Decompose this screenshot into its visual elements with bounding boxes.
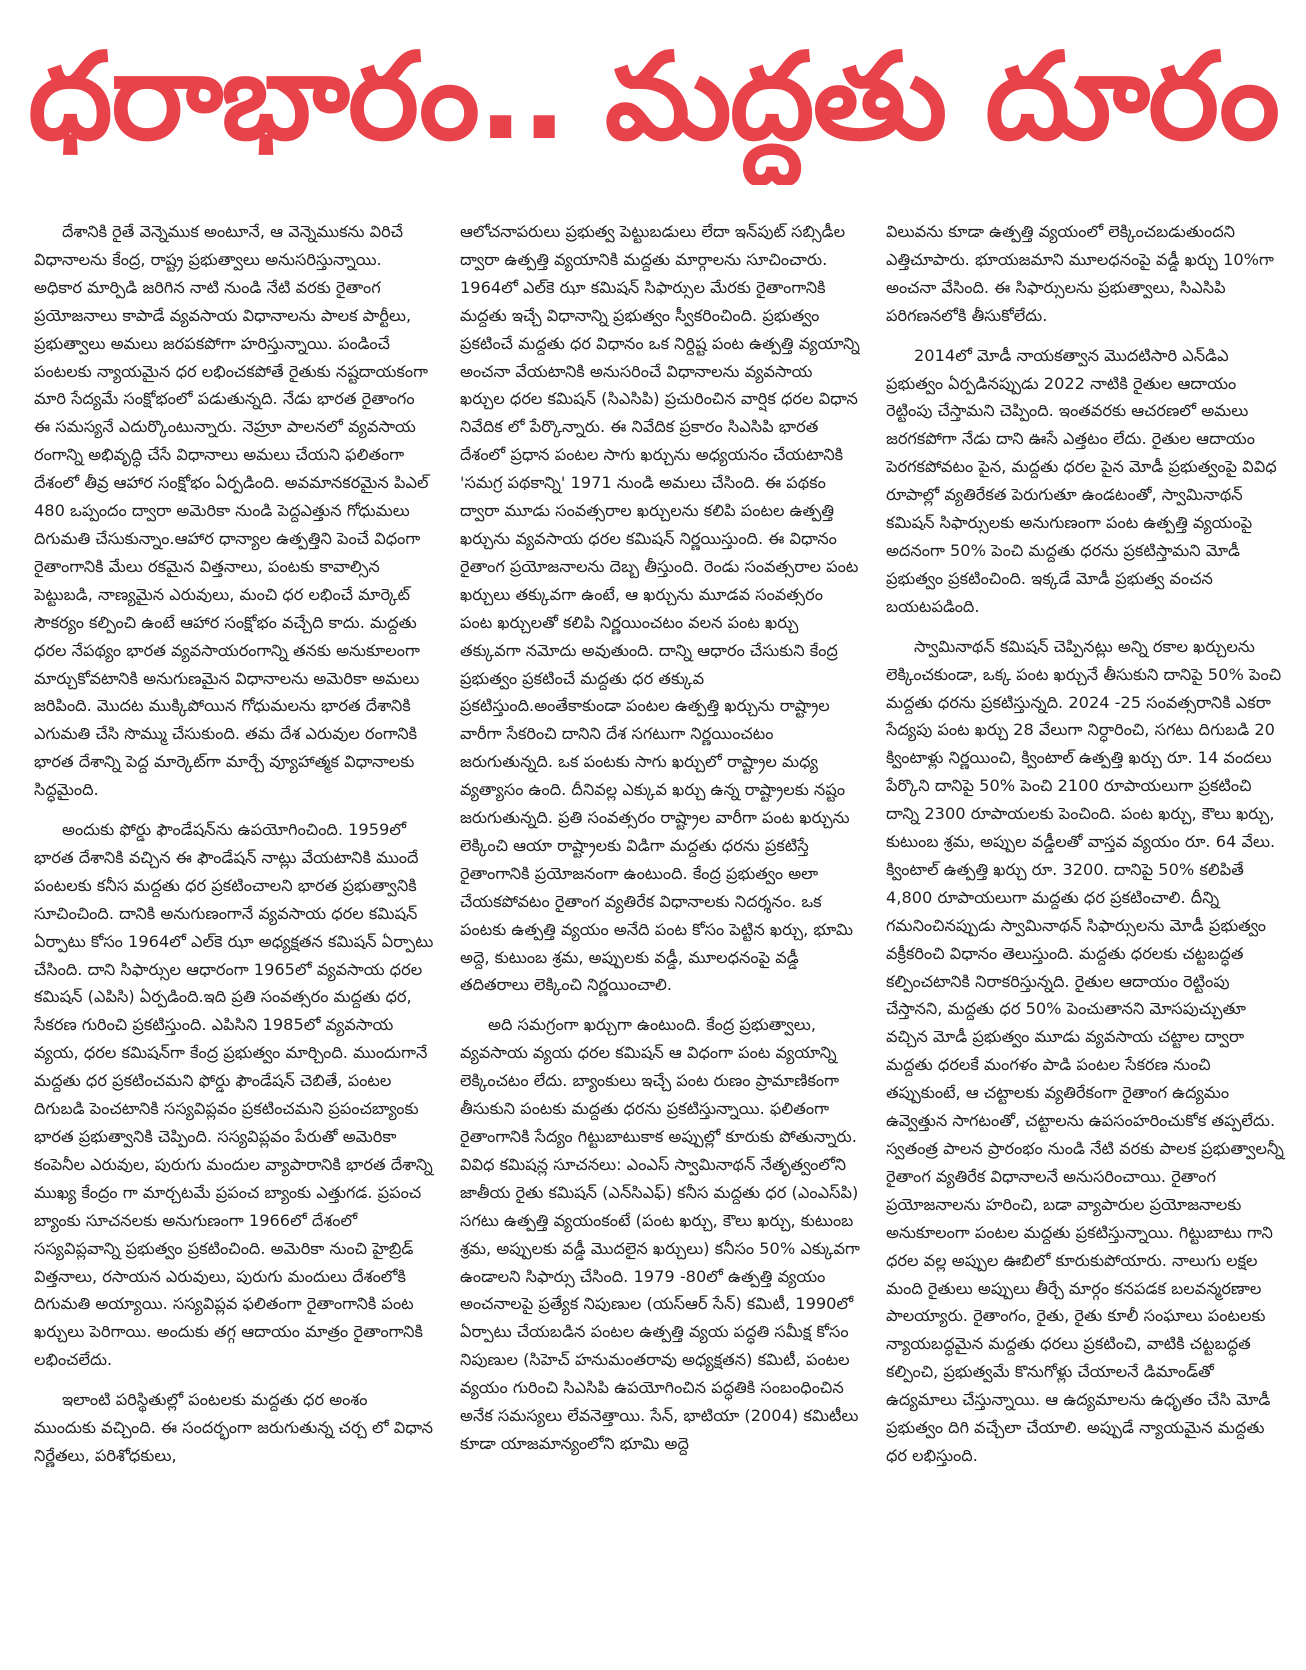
paragraph: అందుకు ఫోర్డు ఫౌండేషన్‌ను ఉపయోగించింది. 1959లో భారత దేశానికి వచ్చిన ఈ ఫౌండేషన్ నాట్లు వేయటానికి ముందే పంటలకు కనీస మద్దతు ధర ప్రకటించాలని భారత ప్రభుత్వానికి సూచించింది. దానికి అనుగుణంగానే వ్యవసాయ ధరల కమిషన్ ఏర్పాటు కోసం 1964లో ఎల్‌కె ఝా అధ్యక్షతన కమిషన్ ఏర్పాటు చేసింది. దాని సిఫార్సుల ఆధారంగా 1965లో వ్యవసాయ ధరల కమిషన్ (ఎపిసి) ఏర్పడింది.ఇది ప్రతి సంవత్సరం మద్దతు ధర, సేకరణ గురించి ప్రకటిస్తుంది. ఎపిసిని 1985లో వ్యవసాయ వ్యయ, ధరల కమిషన్‌గా కేంద్ర ప్రభుత్వం మార్చింది. ముందుగానే మద్దతు ధర ప్రకటించమని ఫోర్డు ఫౌండేషన్ చెబితే, పంటల దిగుబడి పెంచటానికి సస్యవిప్లవం ప్రకటించమని ప్రపంచబ్యాంకు భారత ప్రభుత్వానికి చెప్పింది. సస్యవిప్లవం పేరుతో అమెరికా కంపెనీల ఎరువుల, పురుగు మందుల వ్యాపారానికి భారత దేశాన్ని ముఖ్య కేంద్రం గా మార్చటమే ప్రపంచ బ్యాంకు ఎత్తుగడ. ప్రపంచ బ్యాంకు సూచనలకు అనుగుణంగా 1966లో దేశంలో సస్యవిప్లవాన్ని ప్రభుత్వం ప్రకటించింది. అమెరికా నుంచి హైబ్రిడ్ విత్తనాలు, రసాయన ఎరువులు, పురుగు మందులు దేశంలోకి దిగుమతి అయ్యాయి. సస్యవిప్లవ ఫలితంగా రైతాంగానికి పంట ఖర్చులు పెరిగాయి. అందుకు తగ్గ ఆదాయం మాత్రం రైతాంగానికి లభించలేదు. (34, 820, 434, 1370)
column-3 (886, 218, 1286, 1664)
paragraph: విలువను కూడా ఉత్పత్తి వ్యయంలో లెక్కించబడుతుందని ఎత్తిచూపారు. భూయజమాని మూలధనంపై వడ్డీ ఖర్చు 10%గా అంచనా వేసింది. ఈ సిఫార్సులను ప్రభుత్వాలు, సిఎసిపి పరిగణనలోకి తీసుకోలేదు. (886, 222, 1274, 325)
paragraph: 2014లో మోడీ నాయకత్వాన మొదటిసారి ఎన్‌డిఎ ప్రభుత్వం ఏర్పడినప్పుడు 2022 నాటికి రైతుల ఆదాయం రెట్టింపు చేస్తామని చెప్పింది. ఇంతవరకు ఆచరణలో అమలు జరగకపోగా నేడు దాని ఊసే ఎత్తటం లేదు. రైతుల ఆదాయం పెరగకపోవటం పైన, మద్దతు ధరల పైన మోడీ ప్రభుత్వంపై వివిధ రూపాల్లో వ్యతిరేకత పెరుగుతూ ఉండటంతో, స్వామినాథన్ కమిషన్ సిఫార్సులకు అనుగుణంగా పంట ఉత్పత్తి వ్యయంపై అదనంగా 50% పెంచి మద్దతు ధరను ప్రకటిస్తామని మోడీ ప్రభుత్వం ప్రకటించింది. ఇక్కడే మోడీ ప్రభుత్వ వంచన బయటపడింది. (886, 345, 1277, 616)
paragraph: దేశానికి రైతే వెన్నెముక అంటూనే, ఆ వెన్నెముకను విరిచే విధానాలను కేంద్ర, రాష్ట్ర ప్రభుత్వాలు అనుసరిస్తున్నాయి. అధికార మార్పిడి జరిగిన నాటి నుండి నేటి వరకు రైతాంగ ప్రయోజనాలు కాపాడే వ్యవసాయ విధానాలను పాలక పార్టీలు, ప్రభుత్వాలు అమలు జరపకపోగా హరిస్తున్నాయి. పండించే పంటలకు న్యాయమైన ధర లభించకపోతే రైతుకు నష్టదాయకంగా మారి సేద్యమే సంక్షోభంలో పడుతున్నది. నేడు భారత రైతాంగం ఈ సమస్యనే ఎదుర్కొంటున్నారు. నెహ్రూ పాలనలో వ్యవసాయ రంగాన్ని అభివృద్ధి చేసే విధానాలు అమలు చేయని ఫలితంగా దేశంలో తీవ్ర ఆహార సంక్షోభం ఏర్పడింది. అవమానకరమైన పిఎల్ 480 ఒప్పందం ద్వారా అమెరికా నుండి పెద్దఎత్తున గోధుమలు దిగుమతి చేసుకున్నాం.ఆహార ధాన్యాల ఉత్పత్తిని పెంచే విధంగా రైతాంగానికి మేలు రకమైన విత్తనాలు, పంటకు కావాల్సిన పెట్టుబడి, నాణ్యమైన ఎరువులు, మంచి ధర లభించే మార్కెట్ సౌకర్యం కల్పించి ఉంటే ఆహార సంక్షోభం వచ్చేది కాదు. మద్దతు ధరల నేపథ్యం భారత వ్యవసాయరంగాన్ని తనకు అనుకూలంగా మార్చుకోవటానికి అనుగుణమైన విధానాలను అమెరికా అమలు జరిపింది. మొదట ముక్కిపోయిన గోధుమలను భారత దేశానికి ఎగుమతి చేసి సొమ్ము చేసుకుంది. తమ దేశ ఎరువుల రంగానికి భారత దేశాన్ని పెద్ద మార్కెట్‌గా మార్చే వ్యూహాత్మక విధానాలకు సిద్ధమైంది. (34, 222, 429, 800)
paragraph: అది సమగ్రంగా ఖర్చుగా ఉంటుంది. కేంద్ర ప్రభుత్వాలు, వ్యవసాయ వ్యయ ధరల కమిషన్ ఆ విధంగా పంట వ్యయాన్ని లెక్కించటం లేదు. బ్యాంకులు ఇచ్చే పంట రుణం ప్రామాణికంగా తీసుకుని పంటకు మద్దతు ధరను ప్రకటిస్తున్నాయి. ఫలితంగా రైతాంగానికి సేద్యం గిట్టుబాటుకాక అప్పుల్లో కూరుకు పోతున్నారు. వివిధ కమిషన్ల సూచనలు: ఎంఎస్ స్వామినాథన్ నేతృత్వంలోని జాతీయ రైతు కమిషన్ (ఎన్‌సిఎఫ్) కనీస మద్దతు ధర (ఎంఎస్‌పి) సగటు ఉత్పత్తి వ్యయంకంటే (పంట ఖర్చు, కౌలు ఖర్చు, కుటుంబ శ్రమ, అప్పులకు వడ్డీ మొదలైన ఖర్చులు) కనీసం 50% ఎక్కువగా ఉండాలని సిఫార్సు చేసింది. 1979 -80లో ఉత్పత్తి వ్యయం అంచనాలపై ప్రత్యేక నిపుణుల (యస్‌ఆర్ సేన్) కమిటీ, 1990లో ఏర్పాటు చేయబడిన పంటల ఉత్పత్తి వ్యయ పద్ధతి సమీక్ష కోసం నిపుణుల (సిహెచ్ హనుమంతరావు అధ్యక్షతన) కమిటీ, పంటల వ్యయం గురించి సిఎసిపి ఉపయోగించిన పద్ధతికి సంబంధించిన అనేక సమస్యలు లేవనెత్తాయి. సేన్, భాటియా (2004) కమిటీలు కూడా యాజమాన్యంలోని భూమి అద్దె (460, 1015, 860, 1453)
article-body (34, 218, 1286, 1664)
column-2 (460, 218, 860, 1664)
column-1 (34, 218, 434, 1664)
headline: ధరాభారం.. మద్దతు దూరం (28, 28, 1278, 167)
paragraph: ఇలాంటి పరిస్థితుల్లో పంటలకు మద్దతు ధర అంశం ముందుకు వచ్చింది. ఈ సందర్భంగా జరుగుతున్న చర్చ లో విధాన నిర్ణేతలు, పరిశోధకులు, (34, 1390, 433, 1465)
paragraph: స్వామినాథన్ కమిషన్ చెప్పినట్లు అన్ని రకాల ఖర్చులను లెక్కించకుండా, ఒక్క పంట ఖర్చునే తీసుకుని దానిపై 50% పెంచి మద్దతు ధరను ప్రకటిస్తున్నది. 2024 -25 సంవత్సరానికి ఎకరా సేద్యపు పంట ఖర్చు 28 వేలుగా నిర్ధారించి, సగటు దిగుబడి 20 క్వింటాళ్లు నిర్ణయించి, క్వింటాల్ ఉత్పత్తి ఖర్చు రూ. 14 వందలు పేర్కొని దానిపై 50% పెంచి 2100 రూపాయలుగా ప్రకటించి దాన్ని 2300 రూపాయలకు పెంచింది. పంట ఖర్చు, కౌలు ఖర్చు, కుటుంబ శ్రమ, అప్పుల వడ్డీలతో వాస్తవ వ్యయం రూ. 64 వేలు. క్వింటాల్ ఉత్పత్తి ఖర్చు రూ. 3200. దానిపై 50% కలిపితే 4,800 రూపాయలుగా మద్దతు ధర ప్రకటించాలి. దీన్ని గమనించినప్పుడు స్వామినాథన్ సిఫార్సులను మోడీ ప్రభుత్వం వక్రీకరించి విధానం తెలుస్తుంది. మద్దతు ధరలకు చట్టబద్ధత కల్పించటానికి నిరాకరిస్తున్నది. రైతుల ఆదాయం రెట్టింపు చేస్తానని, మద్దతు ధర 50% పెంచుతానని మోసపుచ్చుతూ వచ్చిన మోడీ ప్రభుత్వం మూడు వ్యవసాయ చట్టాల ద్వారా మద్దతు ధరలకే మంగళం పాడి పంటల సేకరణ నుంచి తప్పుకుంటే, ఆ చట్టాలకు వ్యతిరేకంగా రైతాంగ ఉద్యమం ఉవ్వెత్తున సాగటంతో, చట్టాలను ఉపసంహరించుకోక తప్పలేదు. స్వతంత్ర పాలన ప్రారంభం నుండి నేటి వరకు పాలక ప్రభుత్వాలన్నీ రైతాంగ వ్యతిరేక విధానాలనే అనుసరించాయి. రైతాంగ ప్రయోజనాలను హరించి, బడా వ్యాపారుల ప్రయోజనాలకు అనుకూలంగా పంటల మద్దతు ప్రకటిస్తున్నాయి. గిట్టుబాటు గాని ధరల వల్ల అప్పుల ఊబిలో కూరుకుపోయారు. నాలుగు లక్షల మంది రైతులు అప్పులు తీర్చే మార్గం కనపడక బలవన్మరణాల పాలయ్యారు. రైతాంగం, రైతు, రైతు కూలీ సంఘాలు పంటలకు న్యాయబద్ధమైన మద్దతు ధరలు ప్రకటించి, వాటికి చట్టబద్ధత కల్పించి, ప్రభుత్వమే కొనుగోళ్లు చేయాలనే డిమాండ్‌తో ఉద్యమాలు చేస్తున్నాయి. ఆ ఉద్యమాలను ఉధృతం చేసి మోడీ ప్రభుత్వం దిగి వచ్చేలా చేయాలి. అప్పుడే న్యాయమైన మద్దతు ధర లభిస్తుంది. (886, 636, 1284, 1465)
paragraph: ఆలోచనాపరులు ప్రభుత్వ పెట్టుబడులు లేదా ఇన్‌పుట్ సబ్సిడీల ద్వారా ఉత్పత్తి వ్యయానికి మద్దతు మార్గాలను సూచించారు. 1964లో ఎల్‌కె ఝా కమిషన్ సిఫార్సుల మేరకు రైతాంగానికి మద్దతు ఇచ్చే విధానాన్ని ప్రభుత్వం స్వీకరించింది. ప్రభుత్వం ప్రకటించే మద్దతు ధర విధానం ఒక నిర్దిష్ట పంట ఉత్పత్తి వ్యయాన్ని అంచనా వేయటానికి అనుసరించే విధానాలను వ్యవసాయ ఖర్చుల ధరల కమిషన్ (సిఎసిపి) ప్రచురించిన వార్షిక ధరల విధాన నివేదిక లో పేర్కొన్నారు. ఈ నివేదిక ప్రకారం సిఎసిపి భారత దేశంలో ప్రధాన పంటల సాగు ఖర్చును అధ్యయనం చేయటానికి 'సమగ్ర పథకాన్ని' 1971 నుండి అమలు చేసింది. ఈ పథకం ద్వారా మూడు సంవత్సరాల ఖర్చులను కలిపి పంటల ఉత్పత్తి ఖర్చును వ్యవసాయ ధరల కమిషన్ నిర్ణయిస్తుంది. ఈ విధానం రైతాంగ ప్రయోజనాలను దెబ్బ తీస్తుంది. రెండు సంవత్సరాల పంట ఖర్చులు తక్కువగా ఉంటే, ఆ ఖర్చును మూడవ సంవత్సరం పంట ఖర్చులతో కలిపి నిర్ణయించటం వలన పంట ఖర్చు తక్కువగా నమోదు అవుతుంది. దాన్ని ఆధారం చేసుకుని కేంద్ర ప్రభుత్వం ప్రకటించే మద్దతు ధర తక్కువ ప్రకటిస్తుంది.అంతేకాకుండా పంటల ఉత్పత్తి ఖర్చును రాష్ట్రాల వారీగా సేకరించి దానిని దేశ సగటుగా నిర్ణయించటం జరుగుతున్నది. ఒక పంటకు సాగు ఖర్చులో రాష్ట్రాల మధ్య వ్యత్యాసం ఉంది. దీనివల్ల ఎక్కువ ఖర్చు ఉన్న రాష్ట్రాలకు నష్టం జరుగుతున్నది. ప్రతి సంవత్సరం రాష్ట్రాల వారీగా పంట ఖర్చును లెక్కించి ఆయా రాష్ట్రాలకు విడిగా మద్దతు ధరను ప్రకటిస్తే రైతాంగానికి ప్రయోజనంగా ఉంటుంది. కేంద్ర ప్రభుత్వం అలా చేయకపోవటం రైతాంగ వ్యతిరేక విధానాలకు నిదర్శనం. ఒక పంటకు ఉత్పత్తి వ్యయం అనేది పంట కోసం పెట్టిన ఖర్చు, భూమి అద్దె, కుటుంబ శ్రమ, అప్పులకు వడ్డీ, మూలధనంపై వడ్డీ తదితరాలు లెక్కించి నిర్ణయించాలి. (460, 222, 860, 995)
